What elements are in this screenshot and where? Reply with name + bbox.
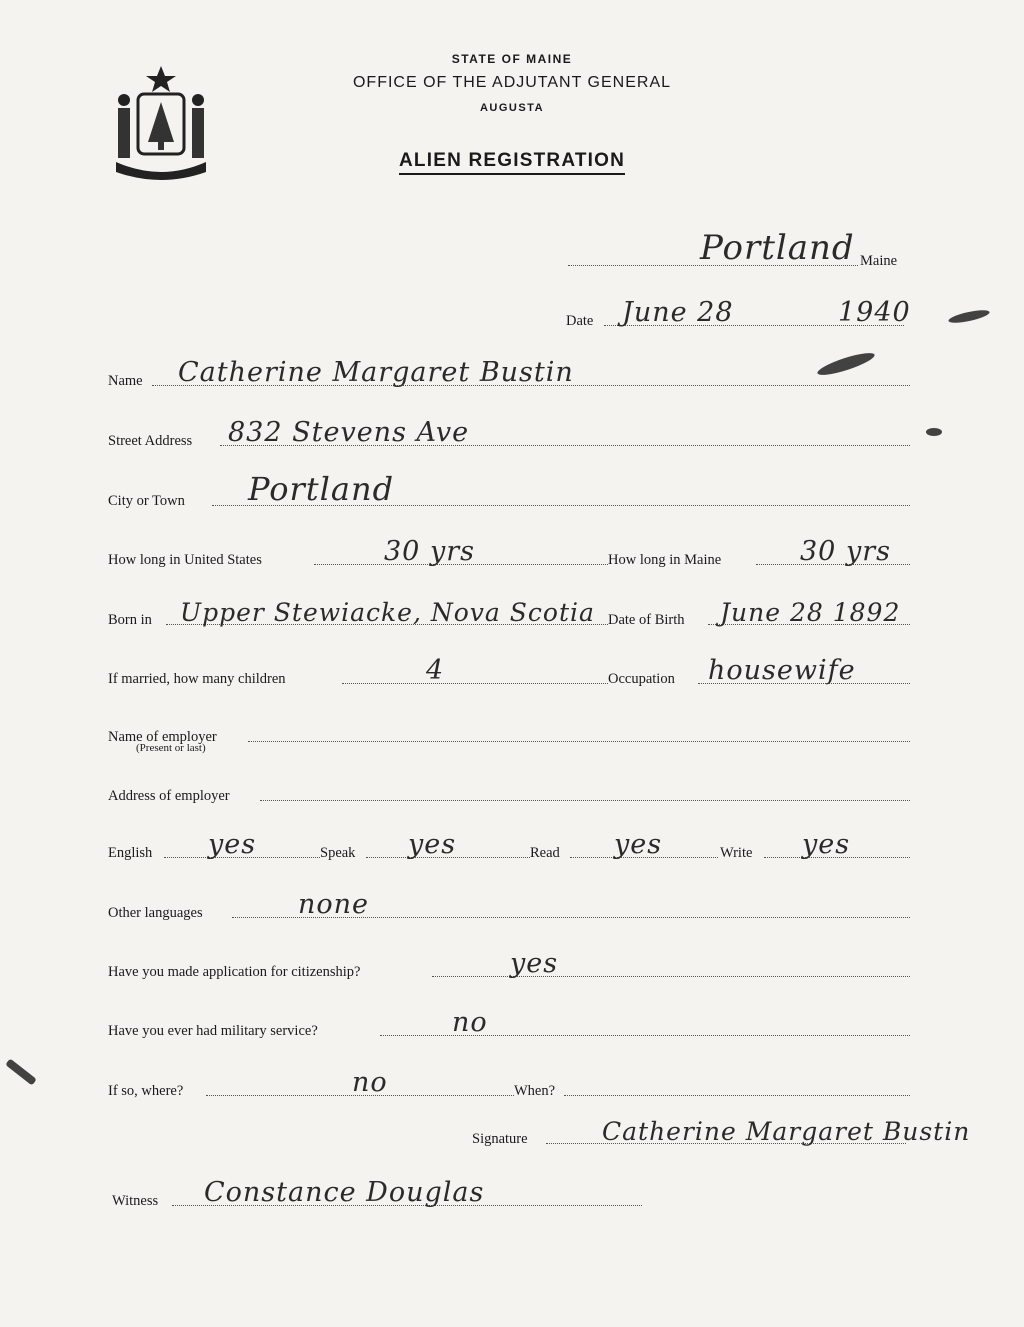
form-title: ALIEN REGISTRATION bbox=[0, 150, 1024, 172]
dob-value: June 28 1892 bbox=[720, 598, 901, 627]
employer-address-line bbox=[108, 779, 910, 805]
other-languages-value: none bbox=[298, 889, 370, 920]
dob-label: Date of Birth bbox=[608, 612, 685, 628]
witness-line bbox=[112, 1177, 672, 1210]
occupation-value: housewife bbox=[708, 655, 856, 686]
place-line bbox=[560, 228, 910, 270]
when-label: When? bbox=[514, 1083, 556, 1099]
children-label: If married, how many children bbox=[108, 671, 286, 687]
english-value: yes bbox=[208, 829, 257, 860]
date-label: Date bbox=[566, 313, 594, 329]
street-label: Street Address bbox=[108, 433, 193, 449]
employer-line bbox=[108, 720, 910, 746]
military-line bbox=[108, 1007, 910, 1040]
born-value: Upper Stewiacke, Nova Scotia bbox=[180, 598, 595, 627]
name-line bbox=[108, 357, 910, 390]
place-value: Portland bbox=[700, 228, 855, 268]
place-label: Maine bbox=[860, 253, 898, 269]
employer-address-label: Address of employer bbox=[108, 788, 230, 804]
family-line bbox=[108, 655, 910, 688]
maine-value: 30 yrs bbox=[800, 536, 891, 567]
speak-value: yes bbox=[408, 829, 457, 860]
born-label: Born in bbox=[108, 612, 152, 628]
signature-line bbox=[472, 1117, 1012, 1148]
other-languages-label: Other languages bbox=[108, 905, 203, 921]
read-label: Read bbox=[530, 845, 560, 861]
street-value: 832 Stevens Ave bbox=[228, 417, 470, 448]
state-heading: STATE OF MAINE bbox=[451, 52, 573, 66]
signature-label: Signature bbox=[472, 1131, 528, 1147]
date-year: 1940 bbox=[838, 297, 911, 328]
where-label: If so, where? bbox=[108, 1083, 184, 1099]
office-heading: OFFICE OF THE ADJUTANT GENERAL bbox=[352, 74, 672, 91]
write-label: Write bbox=[720, 845, 753, 861]
witness-label: Witness bbox=[112, 1193, 159, 1209]
city-line bbox=[108, 470, 910, 510]
military-label: Have you ever had military service? bbox=[108, 1023, 318, 1039]
speak-label: Speak bbox=[320, 845, 356, 861]
read-value: yes bbox=[614, 829, 663, 860]
duration-line bbox=[108, 536, 910, 569]
write-value: yes bbox=[802, 829, 851, 860]
city-label: City or Town bbox=[108, 493, 185, 509]
witness-value: Constance Douglas bbox=[204, 1177, 485, 1208]
children-value: 4 bbox=[426, 655, 445, 686]
city-value: Portland bbox=[248, 470, 395, 508]
date-line bbox=[566, 297, 916, 330]
citizenship-line bbox=[108, 948, 910, 981]
birth-line bbox=[108, 598, 910, 629]
maine-label: How long in Maine bbox=[608, 552, 722, 568]
us-value: 30 yrs bbox=[384, 536, 475, 567]
occupation-label: Occupation bbox=[608, 671, 675, 687]
street-line bbox=[108, 417, 910, 450]
other-languages-line bbox=[108, 889, 910, 922]
where-value: no bbox=[352, 1067, 388, 1098]
english-label: English bbox=[108, 845, 153, 861]
us-label: How long in United States bbox=[108, 552, 262, 568]
employer-sublabel: (Present or last) bbox=[136, 742, 206, 754]
military-value: no bbox=[452, 1007, 488, 1038]
name-value: Catherine Margaret Bustin bbox=[178, 357, 574, 388]
service-line bbox=[108, 1067, 910, 1100]
city-heading: AUGUSTA bbox=[479, 102, 545, 114]
signature-value: Catherine Margaret Bustin bbox=[602, 1117, 971, 1146]
name-label: Name bbox=[108, 373, 143, 389]
language-line bbox=[108, 829, 910, 862]
employer-label: Name of employer bbox=[108, 729, 217, 745]
citizenship-value: yes bbox=[510, 948, 559, 979]
date-month-day: June 28 bbox=[622, 297, 734, 328]
citizenship-label: Have you made application for citizenship? bbox=[108, 964, 361, 980]
